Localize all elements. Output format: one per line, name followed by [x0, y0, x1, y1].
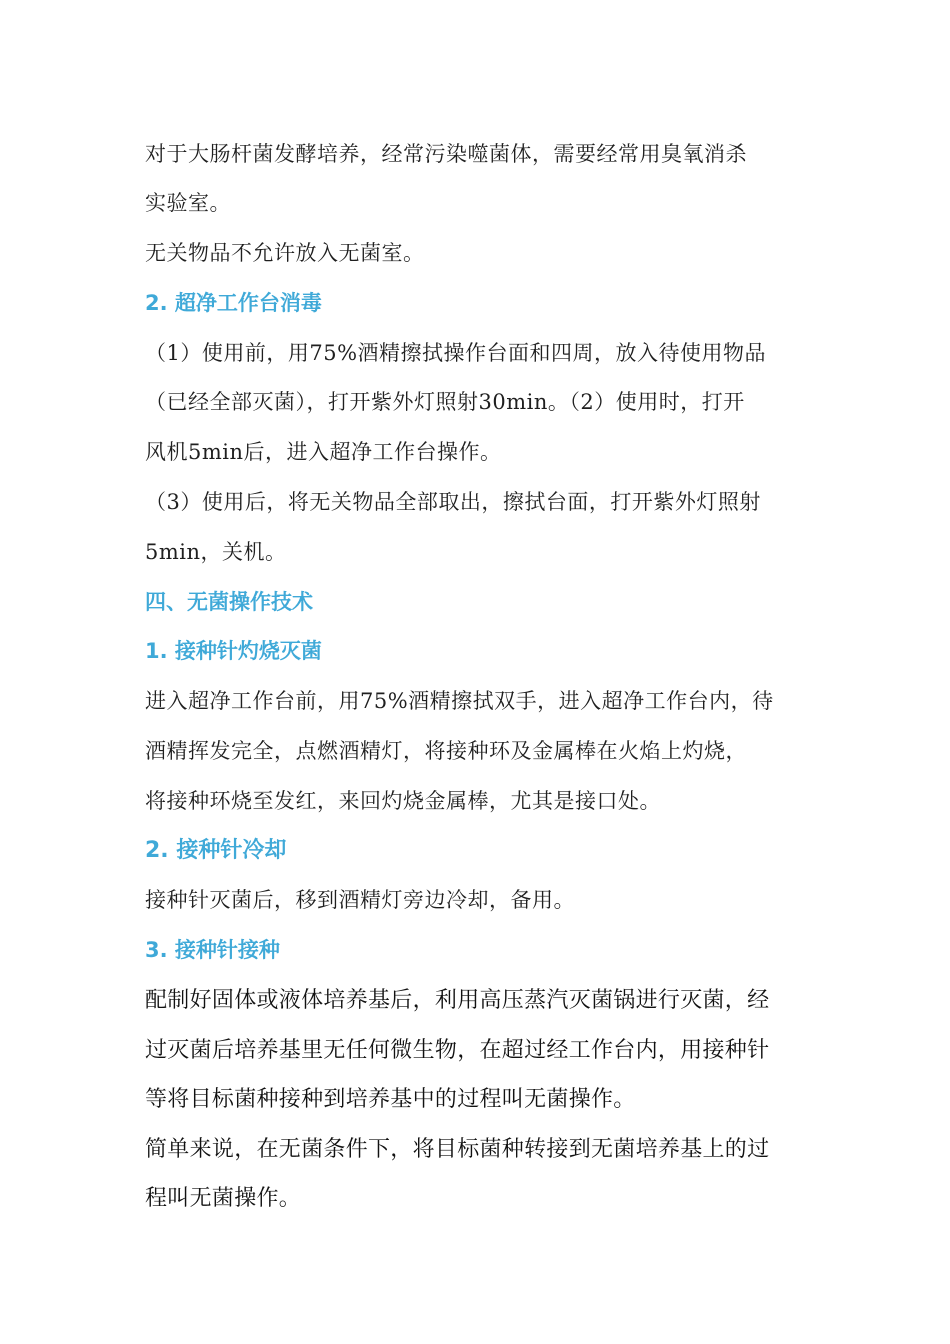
paragraph-line: （1）使用前，用75%酒精擦拭操作台面和四周，放入待使用物品	[145, 341, 767, 365]
paragraph-line: 程叫无菌操作。	[145, 1186, 302, 1211]
paragraph-line: 配制好固体或液体培养基后，利用高压蒸汽灭菌锅进行灭菌，经	[145, 988, 770, 1013]
chapter-heading: 四、无菌操作技术	[145, 590, 313, 614]
section-heading: 3. 接种针接种	[145, 938, 280, 962]
paragraph-line: 风机5min后，进入超净工作台操作。	[145, 440, 502, 464]
paragraph-line: 进入超净工作台前，用75%酒精擦拭双手，进入超净工作台内，待	[145, 689, 774, 713]
section-heading: 1. 接种针灼烧灭菌	[145, 639, 322, 663]
paragraph-line: 接种针灭菌后，移到酒精灯旁边冷却，备用。	[145, 888, 575, 912]
paragraph-line: 实验室。	[145, 191, 231, 215]
paragraph-line: 无关物品不允许放入无菌室。	[145, 241, 425, 265]
paragraph-line: （3）使用后，将无关物品全部取出，擦拭台面，打开紫外灯照射	[145, 490, 761, 514]
paragraph-line: 简单来说，在无菌条件下，将目标菌种转接到无菌培养基上的过	[145, 1137, 770, 1162]
paragraph-line: 过灭菌后培养基里无任何微生物，在超过经工作台内，用接种针	[145, 1038, 770, 1063]
paragraph-line: 将接种环烧至发红，来回灼烧金属棒，尤其是接口处。	[145, 789, 661, 813]
paragraph-line: 5min，关机。	[145, 540, 287, 564]
paragraph-line: 等将目标菌种接种到培养基中的过程叫无菌操作。	[145, 1087, 636, 1112]
paragraph-line: （已经全部灭菌），打开紫外灯照射30min。（2）使用时，打开	[145, 390, 745, 414]
section-heading: 2. 超净工作台消毒	[145, 291, 322, 315]
paragraph-line: 酒精挥发完全，点燃酒精灯，将接种环及金属棒在火焰上灼烧，	[145, 739, 747, 763]
paragraph-line: 对于大肠杆菌发酵培养，经常污染噬菌体，需要经常用臭氧消杀	[145, 142, 747, 166]
section-heading: 2. 接种针冷却	[145, 838, 287, 863]
